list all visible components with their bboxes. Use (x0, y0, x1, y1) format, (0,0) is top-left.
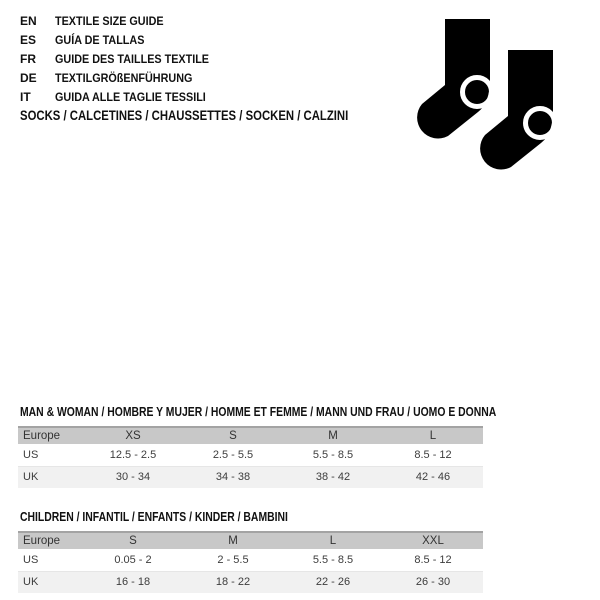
row-label: UK (18, 466, 83, 488)
size-cell: 42 - 46 (383, 466, 483, 488)
size-cell: 16 - 18 (83, 571, 183, 593)
row-label: US (23, 448, 39, 461)
size-cell: 2 - 5.5 (217, 553, 249, 566)
sock-front (480, 50, 554, 169)
size-cell: 38 - 42 (283, 466, 383, 488)
language-label-text: GUIDA ALLE TAGLIE TESSILI (55, 90, 206, 104)
language-code: ES (20, 33, 37, 47)
column-header: XXL (383, 532, 483, 549)
language-code: DE (20, 71, 37, 85)
language-list (20, 12, 226, 107)
column-header: XS (83, 427, 183, 444)
column-header: M (283, 427, 383, 444)
category-line-text: SOCKS / CALCETINES / CHAUSSETTES / SOCKEN / CALZINI (20, 108, 349, 123)
size-cell: 5.5 - 8.5 (312, 553, 354, 566)
language-label-text: TEXTILGRÖßENFÜHRUNG (55, 71, 193, 85)
size-cell: 26 - 30 (383, 571, 483, 593)
language-label (55, 12, 176, 31)
table-row (18, 571, 483, 593)
language-label (55, 50, 226, 69)
table-row (18, 549, 483, 571)
language-row (20, 69, 226, 88)
language-row (20, 88, 226, 107)
language-label (55, 69, 208, 88)
size-section-man-woman (18, 404, 497, 488)
socks-icon (400, 10, 575, 185)
size-table (18, 531, 483, 593)
column-header: Europe (18, 427, 83, 444)
size-cell: 22 - 26 (283, 571, 383, 593)
size-cell: 5.5 - 8.5 (312, 448, 354, 461)
size-cell: 30 - 34 (83, 466, 183, 488)
language-label (55, 88, 223, 107)
column-header: L (283, 532, 383, 549)
size-cell: 8.5 - 12 (414, 448, 452, 461)
language-label-text: GUIDE DES TAILLES TEXTILE (55, 52, 210, 66)
column-header: L (383, 427, 483, 444)
size-cell: 2.5 - 5.5 (212, 448, 254, 461)
table-title: CHILDREN / INFANTIL / ENFANTS / KINDER / BAMBINI (20, 509, 288, 524)
size-section-children (18, 509, 483, 593)
column-header: Europe (18, 532, 83, 549)
table-title: MAN & WOMAN / HOMBRE Y MUJER / HOMME ET FEMME / MANN UND FRAU / UOMO E DONNA (20, 404, 497, 419)
row-label: UK (18, 571, 83, 593)
sock-back (417, 19, 491, 138)
size-cell: 18 - 22 (183, 571, 283, 593)
size-table (18, 426, 483, 488)
size-cell: 34 - 38 (183, 466, 283, 488)
header-row (18, 427, 483, 444)
table-row (18, 466, 483, 488)
language-row (20, 31, 226, 50)
language-code: EN (20, 14, 37, 28)
column-header: S (83, 532, 183, 549)
column-header: S (183, 427, 283, 444)
language-label-text: TEXTILE SIZE GUIDE (55, 14, 164, 28)
language-label (55, 31, 154, 50)
language-row (20, 50, 226, 69)
size-cell: 0.05 - 2 (114, 553, 152, 566)
size-cell: 12.5 - 2.5 (109, 448, 157, 461)
language-code: IT (20, 90, 31, 104)
header-row (18, 532, 483, 549)
category-line (20, 107, 411, 125)
column-header: M (183, 532, 283, 549)
language-code: FR (20, 52, 36, 66)
language-row (20, 12, 226, 31)
row-label: US (23, 553, 39, 566)
table-row (18, 444, 483, 466)
language-label-text: GUÍA DE TALLAS (55, 33, 145, 47)
size-cell: 8.5 - 12 (414, 553, 452, 566)
